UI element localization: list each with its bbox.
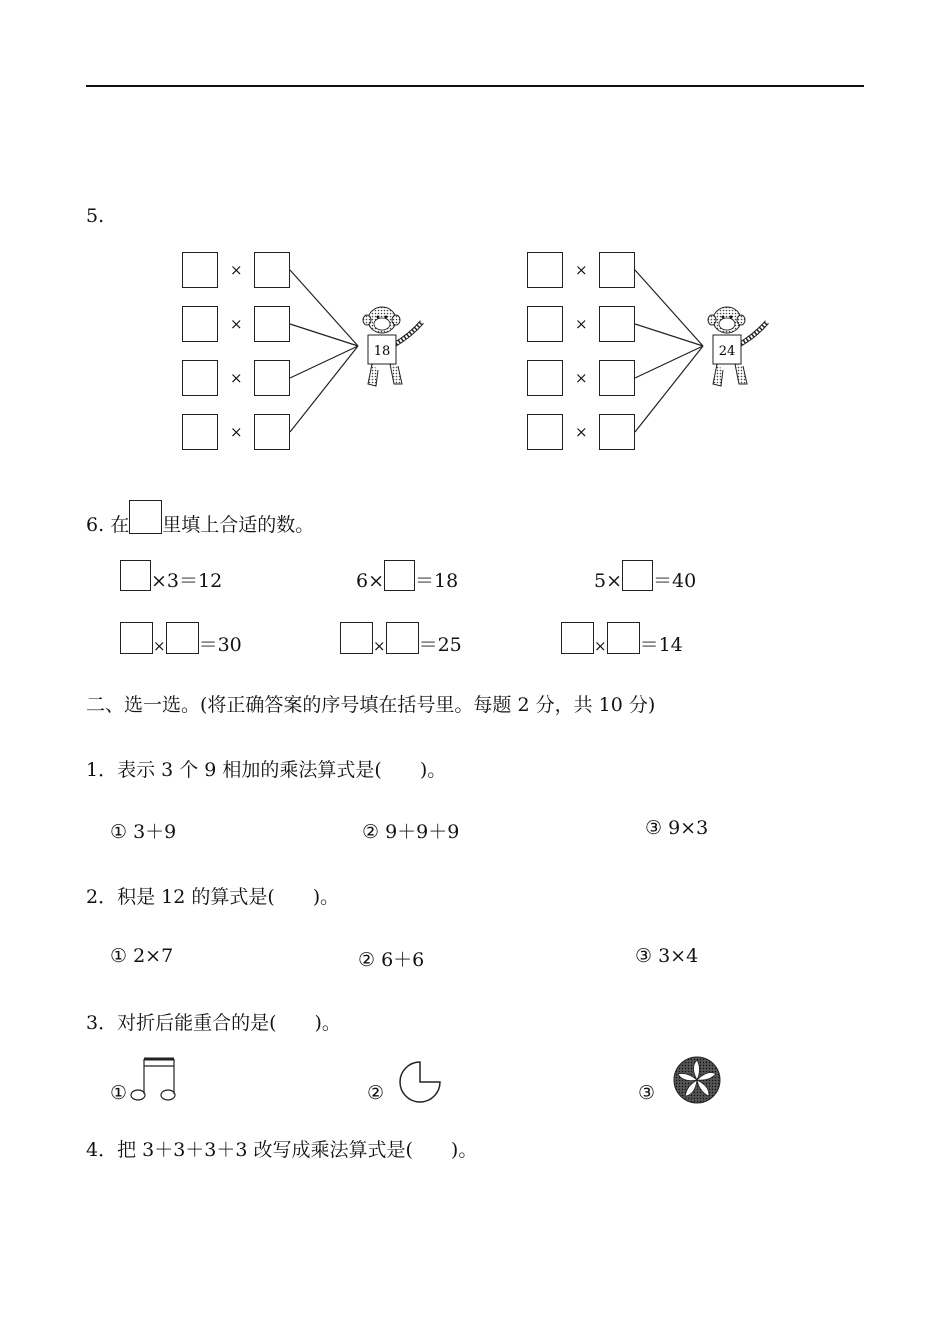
answer-box[interactable]	[254, 414, 290, 450]
answer-box[interactable]	[166, 622, 199, 654]
option[interactable]	[638, 1082, 655, 1104]
times-sign: ×	[373, 637, 386, 655]
product-label: 24	[718, 344, 736, 359]
option[interactable]	[110, 1082, 127, 1104]
equation-text: ＝18	[415, 570, 459, 592]
answer-box[interactable]	[386, 622, 419, 654]
equation-text: ＝40	[653, 570, 697, 592]
equation-text: ×3＝12	[151, 570, 223, 592]
equation-text: ＝30	[198, 634, 242, 656]
times-sign: ×	[575, 369, 588, 387]
times-sign: ×	[575, 261, 588, 279]
q6-prompt	[86, 500, 314, 537]
times-sign: ×	[594, 637, 607, 655]
equation-text: ＝14	[639, 634, 683, 656]
answer-box[interactable]	[182, 252, 218, 288]
answer-box[interactable]	[340, 622, 373, 654]
equation-text: 6×	[356, 570, 385, 592]
answer-box[interactable]	[599, 306, 635, 342]
sample-box	[129, 500, 162, 534]
times-sign: ×	[230, 261, 243, 279]
q6-row2-item	[340, 622, 462, 657]
question-text: 1．表示 3 个 9 相加的乘法算式是( )。	[86, 759, 447, 781]
answer-box[interactable]	[254, 306, 290, 342]
q6-prompt-after: 里填上合适的数。	[162, 514, 315, 536]
answer-box[interactable]	[182, 360, 218, 396]
q6-row2-item	[561, 622, 683, 657]
option[interactable]: ② 6＋6	[358, 949, 425, 971]
equation-text: ＝25	[418, 634, 462, 656]
option[interactable]: ③ 9×3	[645, 817, 709, 839]
option-label: ②	[367, 1082, 385, 1104]
answer-box[interactable]	[182, 414, 218, 450]
option[interactable]: ① 3＋9	[110, 821, 177, 843]
option-label: ①	[110, 1082, 128, 1104]
question-text: 3．对折后能重合的是( )。	[86, 1012, 341, 1034]
answer-box[interactable]	[527, 306, 563, 342]
answer-box[interactable]	[527, 360, 563, 396]
option[interactable]: ① 2×7	[110, 945, 174, 967]
product-label: 18	[373, 344, 391, 359]
answer-box[interactable]	[527, 414, 563, 450]
answer-box[interactable]	[607, 622, 640, 654]
answer-box[interactable]	[254, 252, 290, 288]
answer-box[interactable]	[120, 560, 151, 591]
partial-circle-icon	[398, 1060, 442, 1104]
answer-box[interactable]	[599, 414, 635, 450]
answer-box[interactable]	[120, 622, 153, 654]
answer-box[interactable]	[622, 560, 653, 591]
q6-row1-item	[594, 560, 696, 593]
times-sign: ×	[153, 637, 166, 655]
times-sign: ×	[230, 423, 243, 441]
q6-row1-item	[356, 560, 458, 593]
header-rule	[86, 85, 864, 87]
option[interactable]: ② 9＋9＋9	[362, 821, 460, 843]
equation-text: 5×	[594, 570, 623, 592]
q6-number: 6.	[86, 514, 105, 536]
q6-row2-item	[120, 622, 242, 657]
monkey-illustration	[356, 300, 426, 395]
q5-number: 5.	[86, 205, 105, 227]
times-sign: ×	[575, 315, 588, 333]
question-text: 4．把 3＋3＋3＋3 改写成乘法算式是( )。	[86, 1139, 478, 1161]
bauhinia-flower-icon	[672, 1055, 722, 1105]
times-sign: ×	[575, 423, 588, 441]
answer-box[interactable]	[527, 252, 563, 288]
question-text: 2．积是 12 的算式是( )。	[86, 886, 340, 908]
times-sign: ×	[230, 369, 243, 387]
answer-box[interactable]	[599, 360, 635, 396]
option[interactable]	[367, 1082, 384, 1104]
music-note-icon	[130, 1056, 180, 1104]
monkey-illustration	[701, 300, 771, 395]
q6-row1-item	[120, 560, 222, 593]
section-title: 二、选一选。(将正确答案的序号填在括号里。每题 2 分，共 10 分)	[86, 694, 656, 716]
answer-box[interactable]	[182, 306, 218, 342]
option-label: ③	[638, 1082, 656, 1104]
answer-box[interactable]	[254, 360, 290, 396]
q6-prompt-before: 在	[110, 514, 130, 536]
times-sign: ×	[230, 315, 243, 333]
option[interactable]: ③ 3×4	[635, 945, 699, 967]
answer-box[interactable]	[384, 560, 415, 591]
answer-box[interactable]	[561, 622, 594, 654]
answer-box[interactable]	[599, 252, 635, 288]
